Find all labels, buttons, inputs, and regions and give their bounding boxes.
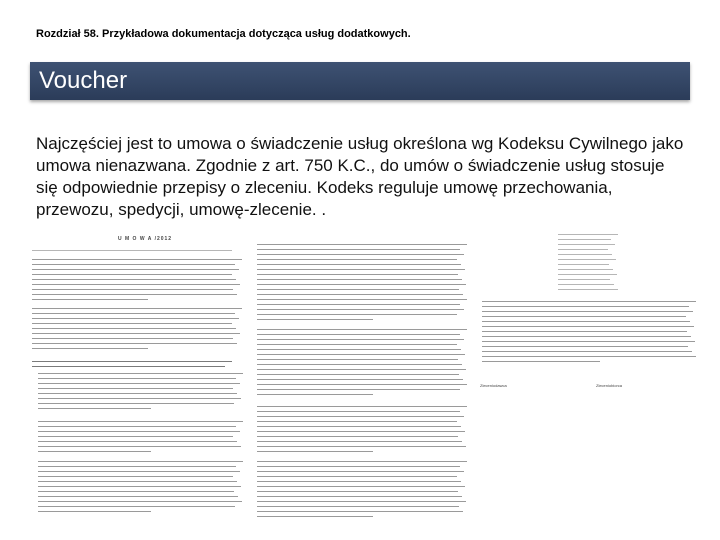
document-text-line [257,354,465,355]
document-page-1 [28,226,253,526]
document-text-line [257,411,460,412]
document-text-line [257,264,461,265]
document-text-line [32,284,240,285]
document-text-line [482,311,693,312]
document-text-line [38,393,237,394]
document-text-line [558,264,609,265]
document-text-line [257,284,466,285]
document-text-line [482,331,687,332]
document-text-line [32,279,236,280]
document-text-line [257,481,461,482]
document-text-line [257,511,463,512]
document-text-line [32,294,237,295]
document-text-line [257,501,466,502]
document-text-line [257,516,373,517]
document-text-line [257,491,458,492]
document-text-line [38,431,240,432]
document-text-line [257,364,462,365]
document-text-line [38,446,241,447]
document-text-line [38,403,234,404]
document-text-line [38,471,240,472]
document-text-line [257,496,462,497]
slide-title: Voucher [39,67,128,94]
document-text-line [558,234,618,235]
document-text-line [38,451,151,452]
document-text-line [257,379,463,380]
document-page-3 [478,226,703,526]
document-text-line [32,250,232,251]
signature-label-left: Zleceniodawca [480,383,507,388]
document-text-line [558,284,614,285]
document-text-line [257,314,457,315]
document-text-line [32,348,148,349]
document-text-line [38,466,236,467]
document-text-line [482,321,690,322]
document-text-line [257,334,460,335]
document-text-line [257,451,373,452]
document-text-line [257,384,467,385]
document-text-line [257,446,466,447]
document-text-line [482,316,686,317]
document-text-line [257,374,459,375]
document-text-line [257,406,467,407]
document-text-line [257,279,462,280]
document-text-line [257,431,465,432]
document-text-line [482,351,692,352]
document-text-line [257,359,458,360]
document-text-line [257,304,460,305]
document-text-line [32,274,232,275]
document-text-line [257,309,464,310]
document-text-line [32,318,239,319]
document-text-line [257,486,465,487]
document-text-line [257,249,460,250]
document-text-line [38,486,241,487]
document-text-line [32,361,232,362]
document-text-line [257,506,459,507]
document-text-line [38,461,243,462]
document-text-line [257,394,373,395]
document-text-line [257,461,467,462]
document-text-line [558,289,618,290]
document-text-line [482,341,695,342]
document-text-line [32,328,236,329]
document-text-line [38,436,233,437]
document-text-line [38,491,234,492]
document-text-line [257,471,464,472]
document-text-line [32,333,240,334]
document-text-line [32,308,242,309]
document-text-line [32,338,233,339]
document-text-line [257,476,457,477]
document-text-line [38,506,235,507]
document-text-line [38,481,237,482]
document-text-line [558,244,615,245]
document-text-line [482,356,696,357]
document-text-line [38,426,236,427]
document-text-line [38,378,236,379]
document-text-line [32,323,232,324]
document-text-line [558,239,611,240]
document-text-line [38,398,241,399]
document-text-line [32,366,225,367]
document-text-line [257,299,467,300]
document-text-line [257,329,467,330]
chapter-heading: Rozdział 58. Przykładowa dokumentacja dotycząca usług dodatkowych. [36,28,411,40]
document-text-line [558,274,617,275]
document-text-line [38,388,233,389]
document-text-line [38,476,233,477]
signature-label-right: Zleceniobiorca [596,383,623,388]
document-text-line [38,441,237,442]
document-text-line [257,274,458,275]
document-text-line [38,496,238,497]
document-text-line [32,313,235,314]
document-text-line [257,289,459,290]
document-text-line [257,269,465,270]
document-text-line [32,289,233,290]
document-text-line [482,306,689,307]
document-text-line [257,421,457,422]
document-text-line [257,369,466,370]
document-text-line [257,426,461,427]
document-text-line [257,294,463,295]
document-text-line [38,373,243,374]
document-text-line [558,254,612,255]
document-text-line [38,408,151,409]
document-text-line [558,279,610,280]
title-bar [30,62,690,100]
document-text-line [32,343,237,344]
document-text-line [257,244,467,245]
document-text-line [257,441,462,442]
document-text-line [38,511,151,512]
document-text-line [558,249,608,250]
document-text-line [38,383,240,384]
document-text-line [257,416,464,417]
document-text-line [32,259,242,260]
document-text-line [257,389,460,390]
document-text-line [257,349,461,350]
document-text-line [558,259,616,260]
document-text-line [482,336,691,337]
document-text-line [32,269,239,270]
document-text-line [558,269,613,270]
document-text-line [257,344,457,345]
document-text-line [257,466,460,467]
document-text-line [32,264,235,265]
document-text-line [482,301,696,302]
document-text-line [32,299,148,300]
document-text-line [257,339,464,340]
document-text-line [482,346,688,347]
contract-heading: U M O W A /2012 [118,236,173,242]
document-text-line [257,254,464,255]
document-page-2 [253,226,478,526]
document-text-line [482,361,600,362]
document-text-line [38,421,243,422]
document-text-line [257,259,457,260]
body-paragraph: Najczęściej jest to umowa o świadczenie usług określona wg Kodeksu Cywilnego jako umowa nienazwana. Zgodnie z art. 750 K.C., do umów o świadczenie usług stosuje się odpowiednie przepisy o zleceniu. Kodeks reguluje umowę przechowania, przewozu, spedycji, umowę-zlecenie. . [36,134,684,219]
document-text-line [482,326,694,327]
document-text-line [38,501,242,502]
document-text-line [257,436,458,437]
document-text-line [257,319,373,320]
